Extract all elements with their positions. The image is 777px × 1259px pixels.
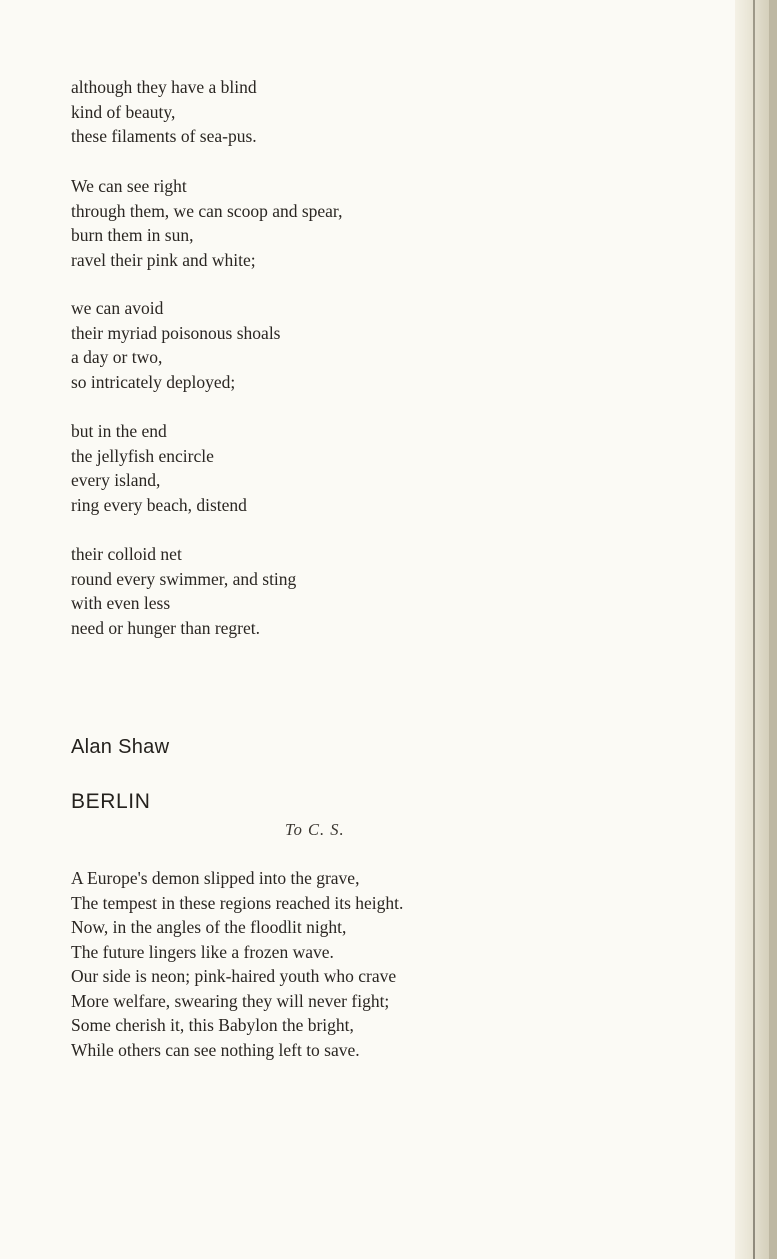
stanza-5 — [71, 542, 671, 640]
poem-line: Some cherish it, this Babylon the bright, — [71, 1015, 354, 1035]
poem-line: their myriad poisonous shoals — [71, 322, 281, 343]
poem-stanza-block — [71, 542, 671, 640]
poem-line: although they have a blind — [71, 77, 257, 97]
poem-line: their colloid net — [71, 544, 182, 564]
poem-line: Now, in the angles of the floodlit night, — [71, 917, 347, 937]
poem-stanza-block — [71, 296, 671, 394]
poem-berlin-body — [71, 866, 671, 1062]
poem-line: The future lingers like a frozen wave. — [71, 941, 334, 962]
poem-dedication: To C. S. — [285, 820, 345, 839]
stanza-3 — [71, 296, 671, 394]
poem-line: burn them in sun, — [71, 225, 194, 245]
poem-line: Our side is neon; pink-haired youth who crave — [71, 966, 397, 986]
gutter-fold-line — [753, 0, 755, 1259]
poem-line: A Europe's demon slipped into the grave, — [71, 868, 360, 888]
poem-line: ring every beach, distend — [71, 494, 247, 515]
poem-line: The tempest in these regions reached its height. — [71, 892, 404, 913]
poem-line: these filaments of sea-pus. — [71, 126, 257, 146]
poem-line: kind of beauty, — [71, 101, 176, 122]
stanza-4 — [71, 419, 671, 517]
gutter-edge — [769, 0, 777, 1259]
poem-title: BERLIN — [71, 790, 151, 813]
book-gutter — [735, 0, 777, 1259]
poem-continuation — [71, 75, 671, 149]
poem-stanza-block — [71, 174, 671, 272]
poem-line: need or hunger than regret. — [71, 617, 261, 638]
poem-line: a day or two, — [71, 347, 163, 367]
poem-line: We can see right — [71, 176, 187, 196]
poem-line: every island, — [71, 470, 161, 490]
poem-stanza-block — [71, 419, 671, 517]
poem-line: we can avoid — [71, 298, 164, 318]
poem-line: with even less — [71, 593, 171, 613]
poem-line: but in the end — [71, 421, 167, 441]
poem-line: through them, we can scoop and spear, — [71, 200, 343, 221]
poem-line: round every swimmer, and sting — [71, 568, 297, 589]
stanza-1 — [71, 75, 671, 149]
poem-line: While others can see nothing left to save. — [71, 1039, 360, 1060]
stanza-2 — [71, 174, 671, 272]
author-name: Alan Shaw — [71, 736, 170, 758]
poem-line: ravel their pink and white; — [71, 249, 256, 270]
poem-line: the jellyfish encircle — [71, 445, 214, 466]
poem-line: More welfare, swearing they will never fight; — [71, 990, 390, 1011]
poem-line: so intricately deployed; — [71, 371, 236, 392]
